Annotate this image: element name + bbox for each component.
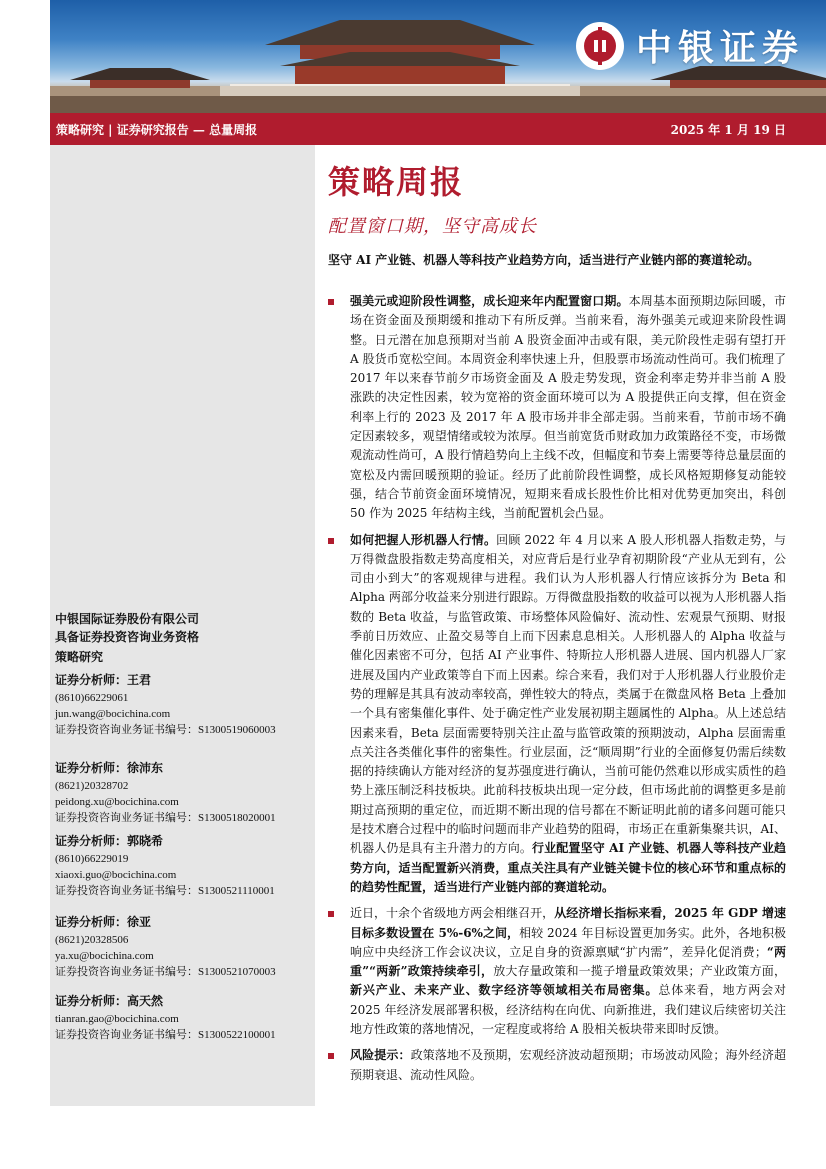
- analyst-cert: 证券投资咨询业务证书编号：S1300521110001: [55, 885, 275, 897]
- key-point-bold: “两重”“两新”政策持续牵引，: [350, 944, 786, 979]
- key-point-bold: 行业配置坚守 AI 产业链、机器人等科技产业趋势方向，适当配置新兴消费，重点关注具有产业链关键卡位的核心环节和重点标的的趋势性配置，适当进行产业链内部的赛道轮动。: [350, 841, 786, 894]
- company-name: 中银国际证券股份有限公司: [55, 612, 200, 626]
- analyst-card: [55, 760, 276, 826]
- analyst-phone: (8610)66229061: [55, 692, 129, 704]
- analyst-name: 证券分析师：徐沛东: [55, 761, 164, 775]
- analyst-phone: (8621)20328702: [55, 780, 129, 792]
- logo-text: 中银证券: [635, 28, 804, 69]
- sidebar: [50, 145, 315, 1106]
- company-qualification: 具备证券投资咨询业务资格: [55, 630, 200, 644]
- analyst-email[interactable]: ya.xu@bocichina.com: [55, 950, 154, 962]
- key-point-text: 回顾 2022 年 4 月以来 A 股人形机器人指数走势，与万得微盘股指数走势高度相关，对应背后是行业孕育初期阶段“产业从无到有，公司由小到大”的客观规律与进程。我们认为人形机器人行情应该拆分为 Beta 和 Alpha 两部分收益来分别进行跟踪。万得微盘股指数的收益可以视为人形机器人指数的 Beta 收益，与监管政策、市场整体风险偏好、流动性、宏观景气预期、财报季前日历效应、止盈交易等自上而下因素息息相关。人形机器人的 Alpha 收益与催化因素密不可分，包括 AI 产业事件、特斯拉人形机器人进展、国内机器人厂家进展及国内产业政策等自下而上因素。综合来看，我们对于人形机器人行业股价走势的理解是其具有波动率较高，弹性较大的特点，类属于在微盘风格 Beta 上叠加一个具有密集催化事件、处于确定性产业发展初期主题属性的 Alpha。从上述总结因素来看，Beta 层面需要特别关注止盈与监管政策的预期波动，Alpha 层面需重点关注各类催化事件的密集性。行业层面，泛“顺周期”行业的全面修复仍需后续数据的持续确认方能对经济的复苏强度进行确认，当前可能仍然难以形成实质性的趋势上涨压制泛科技板块。此前科技板块出现一定分歧，但市场此前的调整更多是前期过高预期的重定位，而近期不断出现的信号都在不断证明此前的诸多问题可能只是技术磨合过程中的临时问题而非产业趋势的阻碍，市场正在重新集聚共识，AI、机器人仍是具有主升潜力的方向。: [350, 532, 786, 856]
- lead-summary: 坚守 AI 产业链、机器人等科技产业趋势方向，适当进行产业链内部的赛道轮动。: [328, 253, 760, 267]
- square-bullet-icon: [328, 1053, 334, 1059]
- analyst-name: 证券分析师：王君: [55, 673, 152, 687]
- key-point-bold: 强美元或迎阶段性调整，成长迎来年内配置窗口期。: [350, 294, 629, 308]
- research-section: 策略研究: [55, 650, 104, 664]
- key-point: [328, 292, 786, 524]
- square-bullet-icon: [328, 911, 334, 917]
- analyst-name: 证券分析师：高天然: [55, 994, 164, 1008]
- analyst-name: 证券分析师：徐亚: [55, 915, 152, 929]
- key-points-list: [328, 292, 786, 1092]
- key-point: [328, 904, 786, 1039]
- analyst-cert: 证券投资咨询业务证书编号：S1300522100001: [55, 1029, 276, 1041]
- analyst-cert: 证券投资咨询业务证书编号：S1300518020001: [55, 812, 276, 824]
- company-logo: [576, 20, 804, 71]
- square-bullet-icon: [328, 299, 334, 305]
- key-point-text: 总体来看，地方两会对 2025 年经济发展部署积极，经济结构在向优、向新推进，我们建议后续密切关注地方性政策的落地情况，一定程度或将给 A 股相关板块带来即时反馈。: [350, 983, 786, 1036]
- report-info-bar: [50, 113, 826, 145]
- analyst-email[interactable]: tianran.gao@bocichina.com: [55, 1013, 179, 1025]
- analyst-card: [55, 914, 276, 980]
- header-banner: [50, 0, 826, 113]
- company-info: [55, 610, 199, 646]
- key-point-text: 相较 2024 年目标设置更加务实。此外，各地积极响应中央经济工作会议决议，立足自身的资源禀赋“扩内需”，差异化促消费；: [350, 925, 787, 959]
- analyst-phone: (8621)20328506: [55, 934, 129, 946]
- key-point-text: 本周基本面预期边际回暖，市场在资金面及预期缓和推动下有所反弹。当前来看，海外强美元或迎来阶段性调整。日元潜在加息预期对当前 A 股资金面冲击或有限，美元阶段性走弱有望打开 A 股货币宽松空间。本周资金利率快速上升，但股票市场流动性尚可。我们梳理了 2017 年以来春节前夕市场资金面及 A 股走势发现，资金利率走势并非当前 A 股涨跌的决定性因素，较为宽裕的资金面环境可以为 A 股提供正向支撑，但在资金利率上行的 2023 及 2017 年 A 股市场并非全部走弱。当前来看，节前市场不确定因素较多，观望情绪或较为浓厚。但当前宽货币财政加力政策路径不变，市场微观流动性尚可，A 股行情趋势向上主线不改，但幅度和节奏上需要等待总量层面的宽松及内需回暖预期的验证。经历了此前阶段性调整，成长风格短期修复动能较强，结合节前资金面环境情况，短期来看成长股性价比相对优势更加突出，科创 50 作为 2025 年结构主线，当前配置机会凸显。: [350, 294, 786, 521]
- analyst-cert: 证券投资咨询业务证书编号：S1300519060003: [55, 724, 276, 736]
- key-point-text: 放大存量政策和一揽子增量政策效果；产业政策方面，: [493, 964, 786, 979]
- report-category: 策略研究 | 证券研究报告 — 总量周报: [56, 123, 258, 137]
- risk-text: 政策落地不及预期，宏观经济波动超预期；市场波动风险；海外经济超预期衰退、流动性风险。: [350, 1048, 786, 1082]
- key-point-text: 近日，十余个省级地方两会相继召开，: [350, 906, 555, 921]
- report-subtitle: 配置窗口期，坚守高成长: [328, 216, 537, 237]
- analyst-card: [55, 672, 276, 738]
- analyst-name: 证券分析师：郭晓希: [55, 834, 164, 848]
- key-point: [328, 1046, 786, 1085]
- analyst-phone: (8610)66229019: [55, 853, 129, 865]
- analyst-cert: 证券投资咨询业务证书编号：S1300521070003: [55, 966, 276, 978]
- report-title: 策略周报: [328, 163, 465, 201]
- analyst-email[interactable]: jun.wang@bocichina.com: [55, 708, 171, 720]
- analyst-email[interactable]: xiaoxi.guo@bocichina.com: [55, 869, 177, 881]
- analyst-card: [55, 993, 276, 1043]
- analyst-email[interactable]: peidong.xu@bocichina.com: [55, 796, 179, 808]
- key-point: [328, 531, 786, 898]
- key-point-bold: 从经济增长指标来看，2025 年 GDP 增速目标多数设置在 5%-6%之间，: [350, 906, 786, 940]
- risk-label: 风险提示：: [350, 1048, 411, 1063]
- boc-emblem-icon: [576, 22, 624, 70]
- key-point-bold: 如何把握人形机器人行情。: [350, 532, 497, 547]
- analyst-card: [55, 833, 275, 899]
- report-date: 2025 年 1 月 19 日: [670, 123, 786, 137]
- square-bullet-icon: [328, 538, 334, 544]
- key-point-bold: 新兴产业、未来产业、数字经济等领域相关布局密集。: [350, 983, 659, 998]
